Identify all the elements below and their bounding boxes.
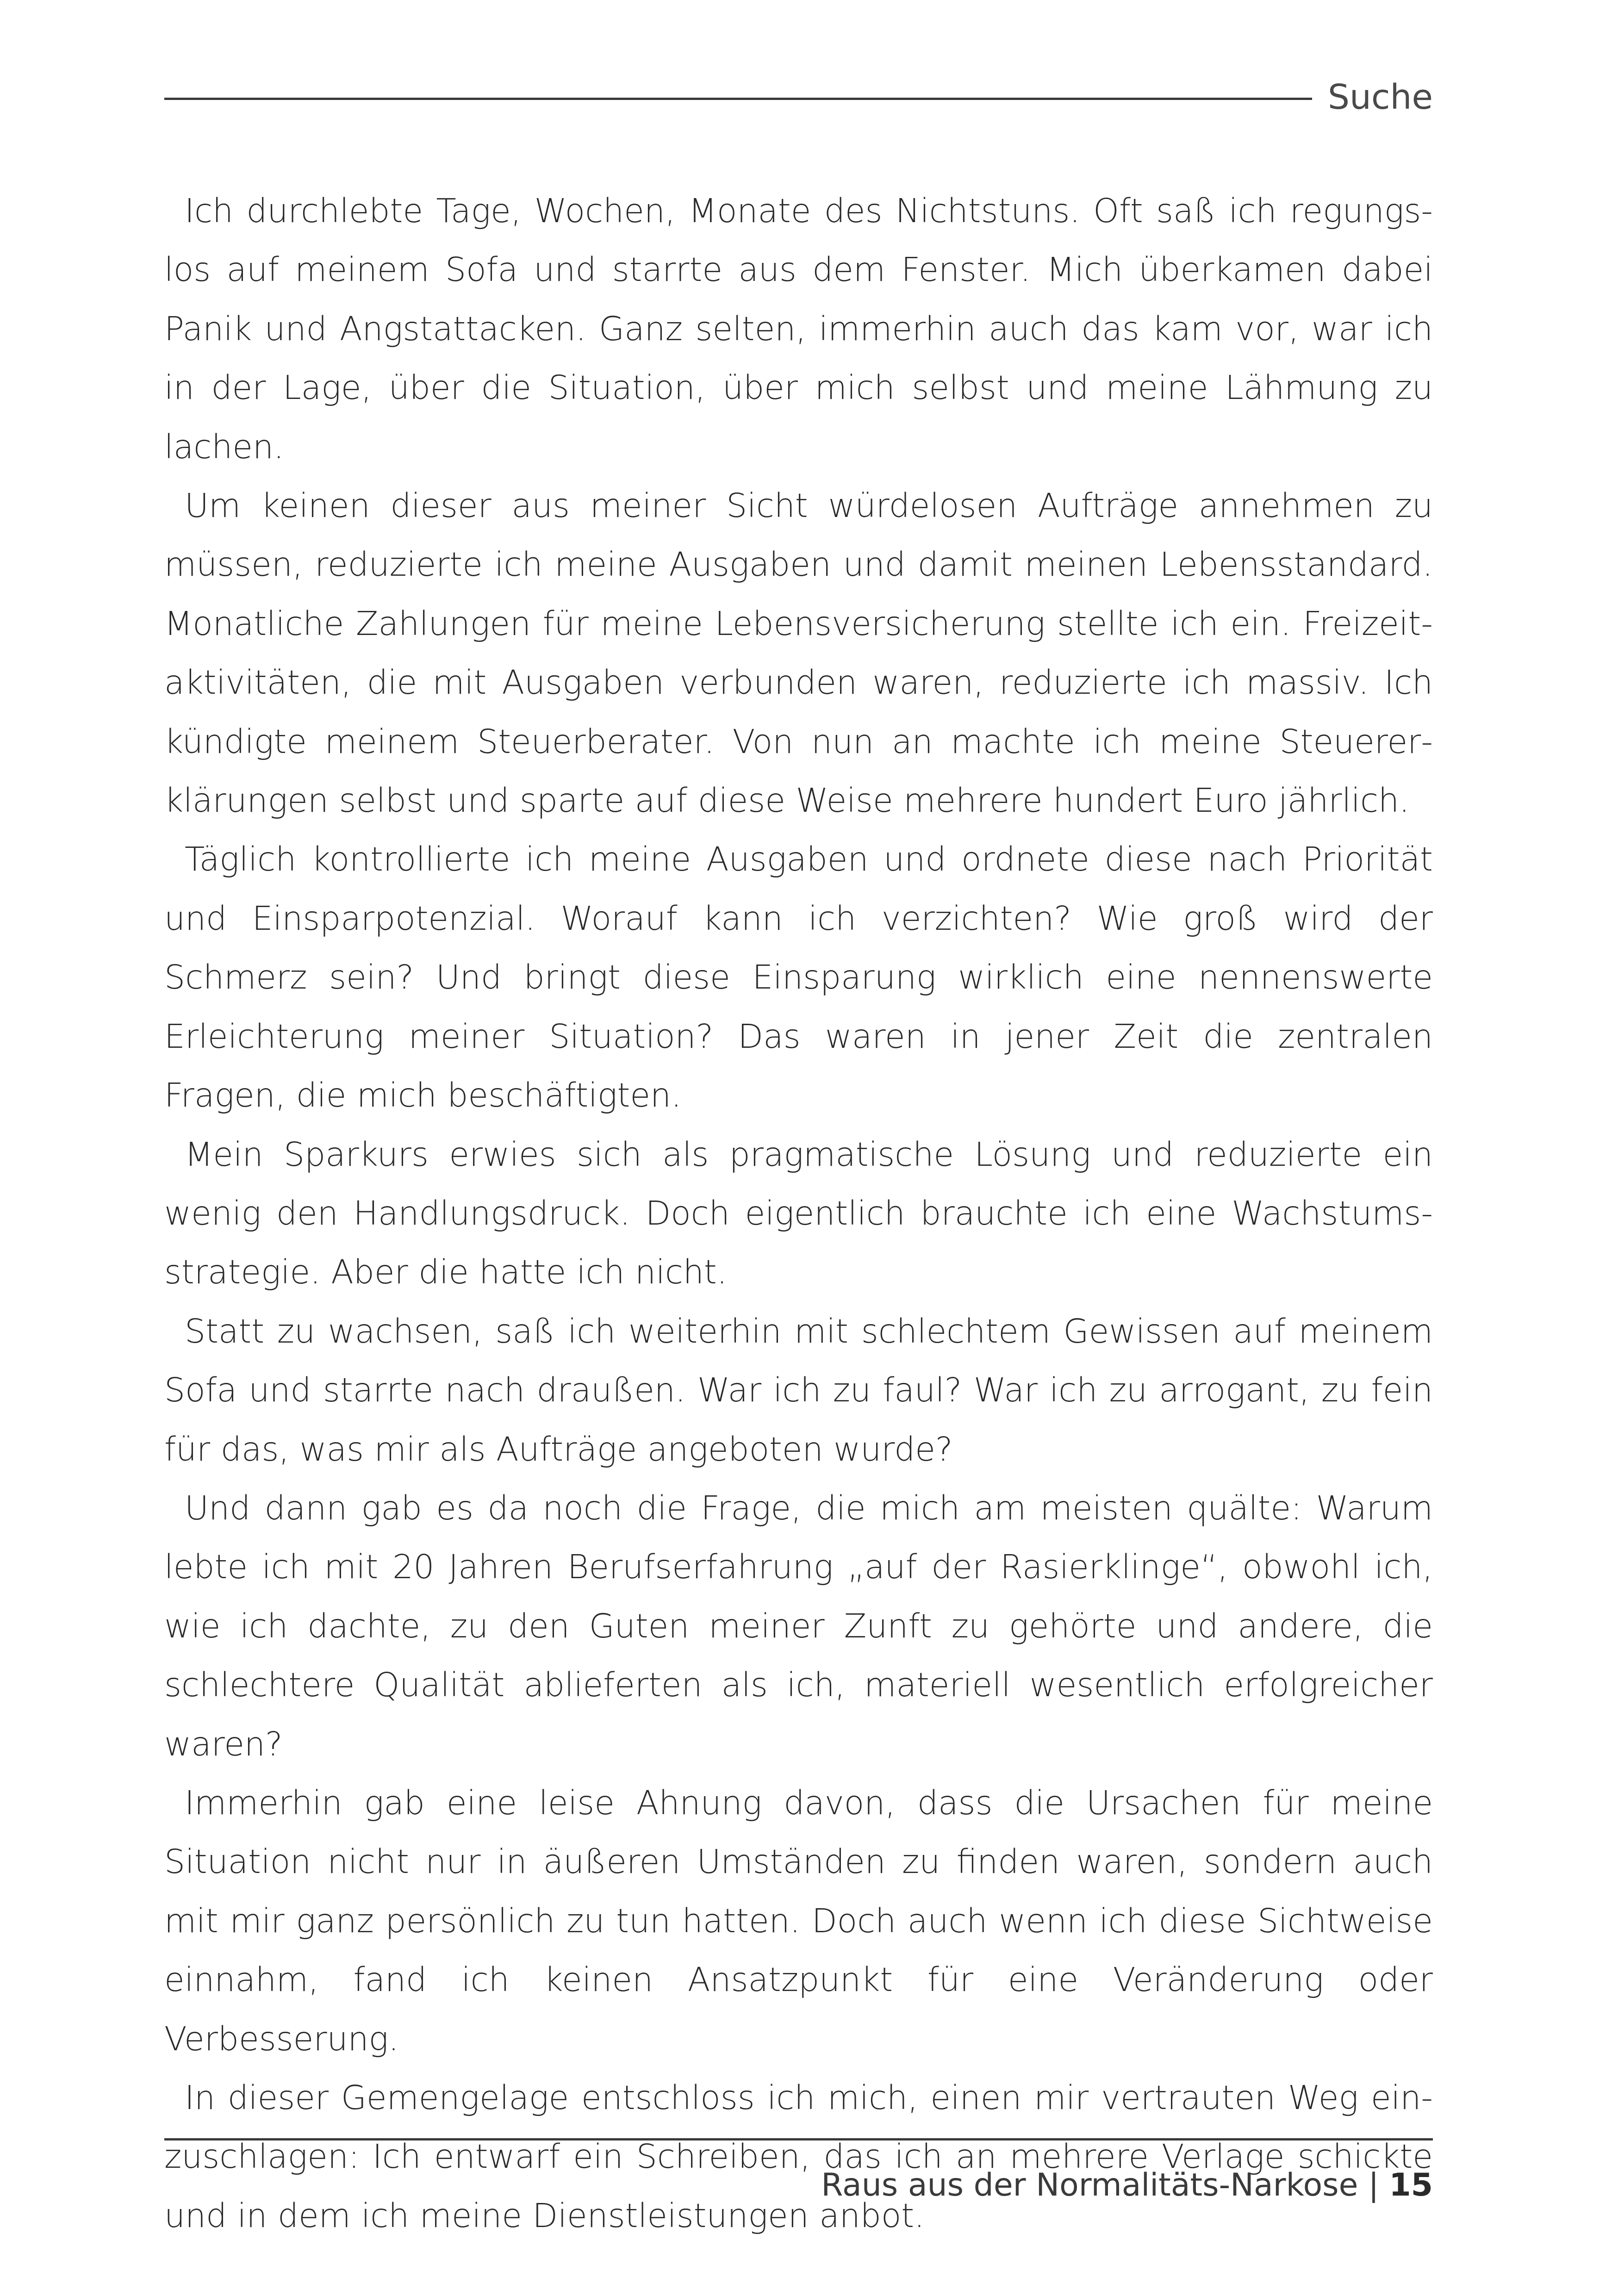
paragraph: Statt zu wachsen, saß ich weiterhin mit schlechtem Gewissen auf meinem Sofa und starrte nach draußen. War ich zu faul? War ich zu arrogant, zu fein für das, was mir als Aufträge angeboten wurde? <box>164 1312 1433 1468</box>
footer-book-title: Raus aus der Normalitäts-Narkose <box>821 2167 1358 2203</box>
page-number: 15 <box>1389 2167 1433 2203</box>
page-footer <box>821 2162 1433 2209</box>
header-rule <box>164 98 1312 100</box>
paragraph: Immerhin gab eine leise Ahnung davon, dass die Ursachen für meine Situation nicht nur in äußeren Umständen zu finden waren, sondern auch mit mir ganz persönlich zu tun hatten. Doch auch wenn ich diese Sichtweise einnahm, fand ich keinen Ansatzpunkt für eine Veränderung oder Verbesserung. <box>164 1783 1433 2058</box>
paragraph: Ich durchlebte Tage, Wochen, Monate des Nichtstuns. Oft saß ich regungslos auf meinem Sofa und starrte aus dem Fenster. Mich überkamen dabei Panik und Angstattacken. Ganz selten, immerhin auch das kam vor, war ich in der Lage, über die Situation, über mich selbst und meine Lähmung zu lachen. <box>164 192 1433 466</box>
paragraph: Um keinen dieser aus meiner Sicht würdelosen Aufträge annehmen zu müssen, reduzierte ich meine Ausgaben und damit meinen Lebensstandard. Monatliche Zahlungen für meine Lebensversicherung stellte ich ein. Freizeitaktivitäten, die mit Ausgaben verbunden waren, reduzierte ich massiv. Ich kündigte meinem Steuerberater. Von nun an machte ich meine Steuererklärungen selbst und sparte auf diese Weise mehrere hundert Euro jährlich. <box>164 486 1433 820</box>
paragraph: Täglich kontrollierte ich meine Ausgaben und ordnete diese nach Priorität und Einsparpotenzial. Worauf kann ich verzichten? Wie groß wird der Schmerz sein? Und bringt diese Einsparung wirklich eine nennenswerte Erleichterung meiner Situation? Das waren in jener Zeit die zentralen Fragen, die mich beschäftigten. <box>164 840 1433 1115</box>
paragraph: Mein Sparkurs erwies sich als pragmatische Lösung und reduzierte ein wenig den Handlungsdruck. Doch eigentlich brauchte ich eine Wachstumsstrategie. Aber die hatte ich nicht. <box>164 1135 1433 1292</box>
paragraph: In dieser Gemengelage entschloss ich mich, einen mir vertrauten Weg einzuschlagen: Ich entwarf ein Schreiben, das ich an mehrere Verlage schickte und in dem ich meine Dienstleistungen anbot. <box>164 2078 1433 2235</box>
body-text <box>164 181 1433 2245</box>
paragraph: Und dann gab es da noch die Frage, die mich am meisten quälte: Warum lebte ich mit 20 Jahren Berufserfahrung „auf der Rasierklinge“, obwohl ich, wie ich dachte, zu den Guten meiner Zunft zu gehörte und andere, die schlechtere Qualität ablieferten als ich, materiell wesentlich erfolgreicher waren? <box>164 1488 1433 1763</box>
footer-rule <box>164 2138 1433 2140</box>
running-header-title: Suche <box>1328 77 1433 117</box>
footer-separator: | <box>1368 2167 1379 2203</box>
